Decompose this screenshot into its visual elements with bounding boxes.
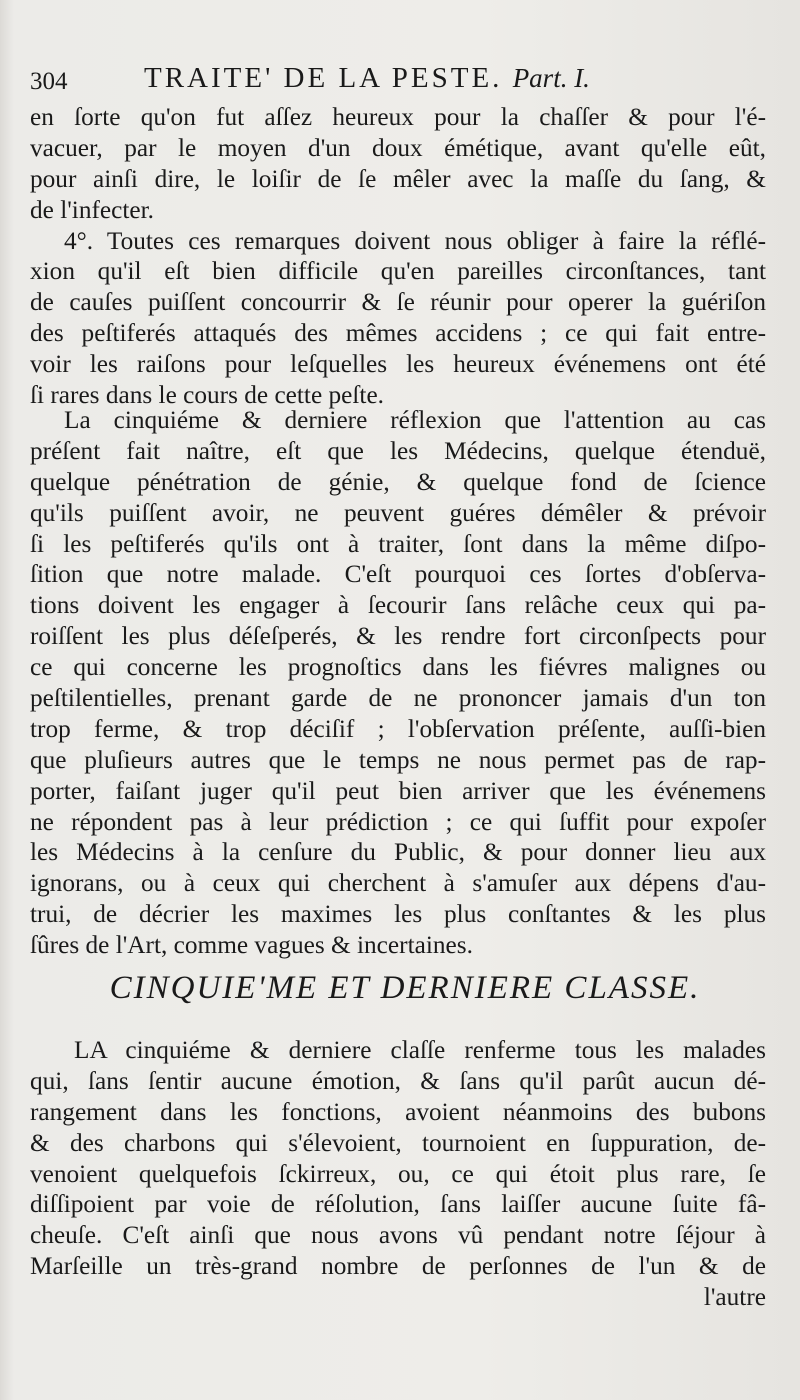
- part-label: Part. I.: [512, 63, 590, 93]
- paragraph-continued: [30, 1066, 766, 1313]
- text-line: que pluſieurs autres que le temps ne nous permet pas de rap-: [30, 745, 766, 774]
- text-line: les Médecins à la cenſure du Public, & pour donner lieu aux: [30, 838, 766, 867]
- page-header: [30, 62, 760, 102]
- paragraph: [64, 226, 766, 257]
- text-line: quelque pénétration de génie, & quelque fond de ſcience: [30, 467, 766, 496]
- text-line: xion qu'il eſt bien difficile qu'en pareilles circonſtances, tant: [30, 257, 766, 286]
- text-line: voir les raiſons pour leſquelles les heureux événemens ont été: [30, 350, 766, 379]
- running-title-text: TRAITE' DE LA PESTE.: [144, 62, 503, 94]
- text-line: de l'infecter.: [30, 195, 154, 224]
- body-text-middle: [30, 405, 766, 961]
- section-heading: CINQUIE'ME ET DERNIERE CLASSE.: [109, 970, 701, 1006]
- paragraph: [74, 1035, 766, 1066]
- page-number: 304: [30, 68, 68, 95]
- text-line: ſition que notre malade. C'eſt pourquoi ces ſortes d'obſerva-: [30, 560, 766, 589]
- text-line: LA cinquiéme & derniere claſſe renferme tous les malades: [74, 1036, 766, 1064]
- text-line: roiſſent les plus déſeſperés, & les rendre fort circonſpects pour: [30, 622, 766, 651]
- text-line: ſûres de l'Art, comme vagues & incertaines.: [30, 931, 473, 960]
- text-line: ignorans, ou à ceux qui cherchent à s'amuſer aux dépens d'au-: [30, 869, 766, 898]
- text-line: La cinquiéme & derniere réflexion que l'attention au cas: [64, 406, 766, 434]
- text-line: trui, de décrier les maximes les plus conſtantes & les plus: [30, 900, 766, 929]
- text-line: des peſtiferés attaqués des mêmes accidens ; ce qui fait entre-: [30, 319, 766, 348]
- paragraph-continued: [30, 256, 766, 410]
- paragraph: [30, 102, 766, 226]
- text-line: pour ainſi dire, le loiſir de ſe mêler avec la maſſe du ſang, &: [30, 164, 766, 193]
- text-line: & des charbons qui s'élevoient, tournoient en ſuppuration, de-: [30, 1128, 766, 1157]
- text-line: ne répondent pas à leur prédiction ; ce qui ſuffit pour expoſer: [30, 807, 766, 836]
- catchword: l'autre: [703, 1283, 766, 1312]
- text-line: cheuſe. C'eſt ainſi que nous avons vû pendant notre ſéjour à: [30, 1221, 766, 1250]
- body-text-bottom: [30, 1035, 766, 1313]
- text-line: Marſeille un très-grand nombre de perſonnes de l'un & de: [30, 1252, 766, 1281]
- running-title: [144, 62, 590, 95]
- text-line: rangement dans les fonctions, avoient néanmoins des bubons: [30, 1097, 766, 1126]
- text-line: vacuer, par le moyen d'un doux émétique, avant qu'elle eût,: [30, 133, 766, 162]
- text-line: qui, ſans ſentir aucune émotion, & ſans qu'il parût aucun dé-: [30, 1066, 766, 1095]
- text-line: en ſorte qu'on fut aſſez heureux pour la chaſſer & pour l'é-: [30, 103, 766, 131]
- text-line: trop ferme, & trop déciſif ; l'obſervation préſente, auſſi-bien: [30, 714, 766, 743]
- text-line: ſi les peſtiferés qu'ils ont à traiter, ſont dans la même diſpo-: [30, 529, 766, 558]
- text-line: venoient quelquefois ſckirreux, ou, ce qui étoit plus rare, ſe: [30, 1159, 766, 1188]
- text-line: qu'ils puiſſent avoir, ne peuvent guéres démêler & prévoir: [30, 498, 766, 527]
- body-text-top: [30, 102, 766, 411]
- text-line: 4°. Toutes ces remarques doivent nous obliger à faire la réflé-: [64, 226, 766, 255]
- text-line: porter, faiſant juger qu'il peut bien arriver que les événemens: [30, 776, 766, 805]
- text-line: préſent fait naître, eſt que les Médecins, quelque étenduë,: [30, 436, 766, 465]
- text-line: de cauſes puiſſent concourrir & ſe réunir pour operer la guériſon: [30, 288, 766, 317]
- paragraph-continued: [30, 436, 766, 961]
- text-line: tions doivent les engager à ſecourir ſans relâche ceux qui pa-: [30, 591, 766, 620]
- text-line: peſtilentielles, prenant garde de ne prononcer jamais d'un ton: [30, 684, 766, 713]
- text-line: diſſipoient par voie de réſolution, ſans laiſſer aucune ſuite fâ-: [30, 1190, 766, 1219]
- text-line: ce qui concerne les prognoſtics dans les fiévres malignes ou: [30, 653, 766, 682]
- paragraph: [64, 405, 766, 436]
- text-line: ſi rares dans le cours de cette peſte.: [30, 381, 384, 410]
